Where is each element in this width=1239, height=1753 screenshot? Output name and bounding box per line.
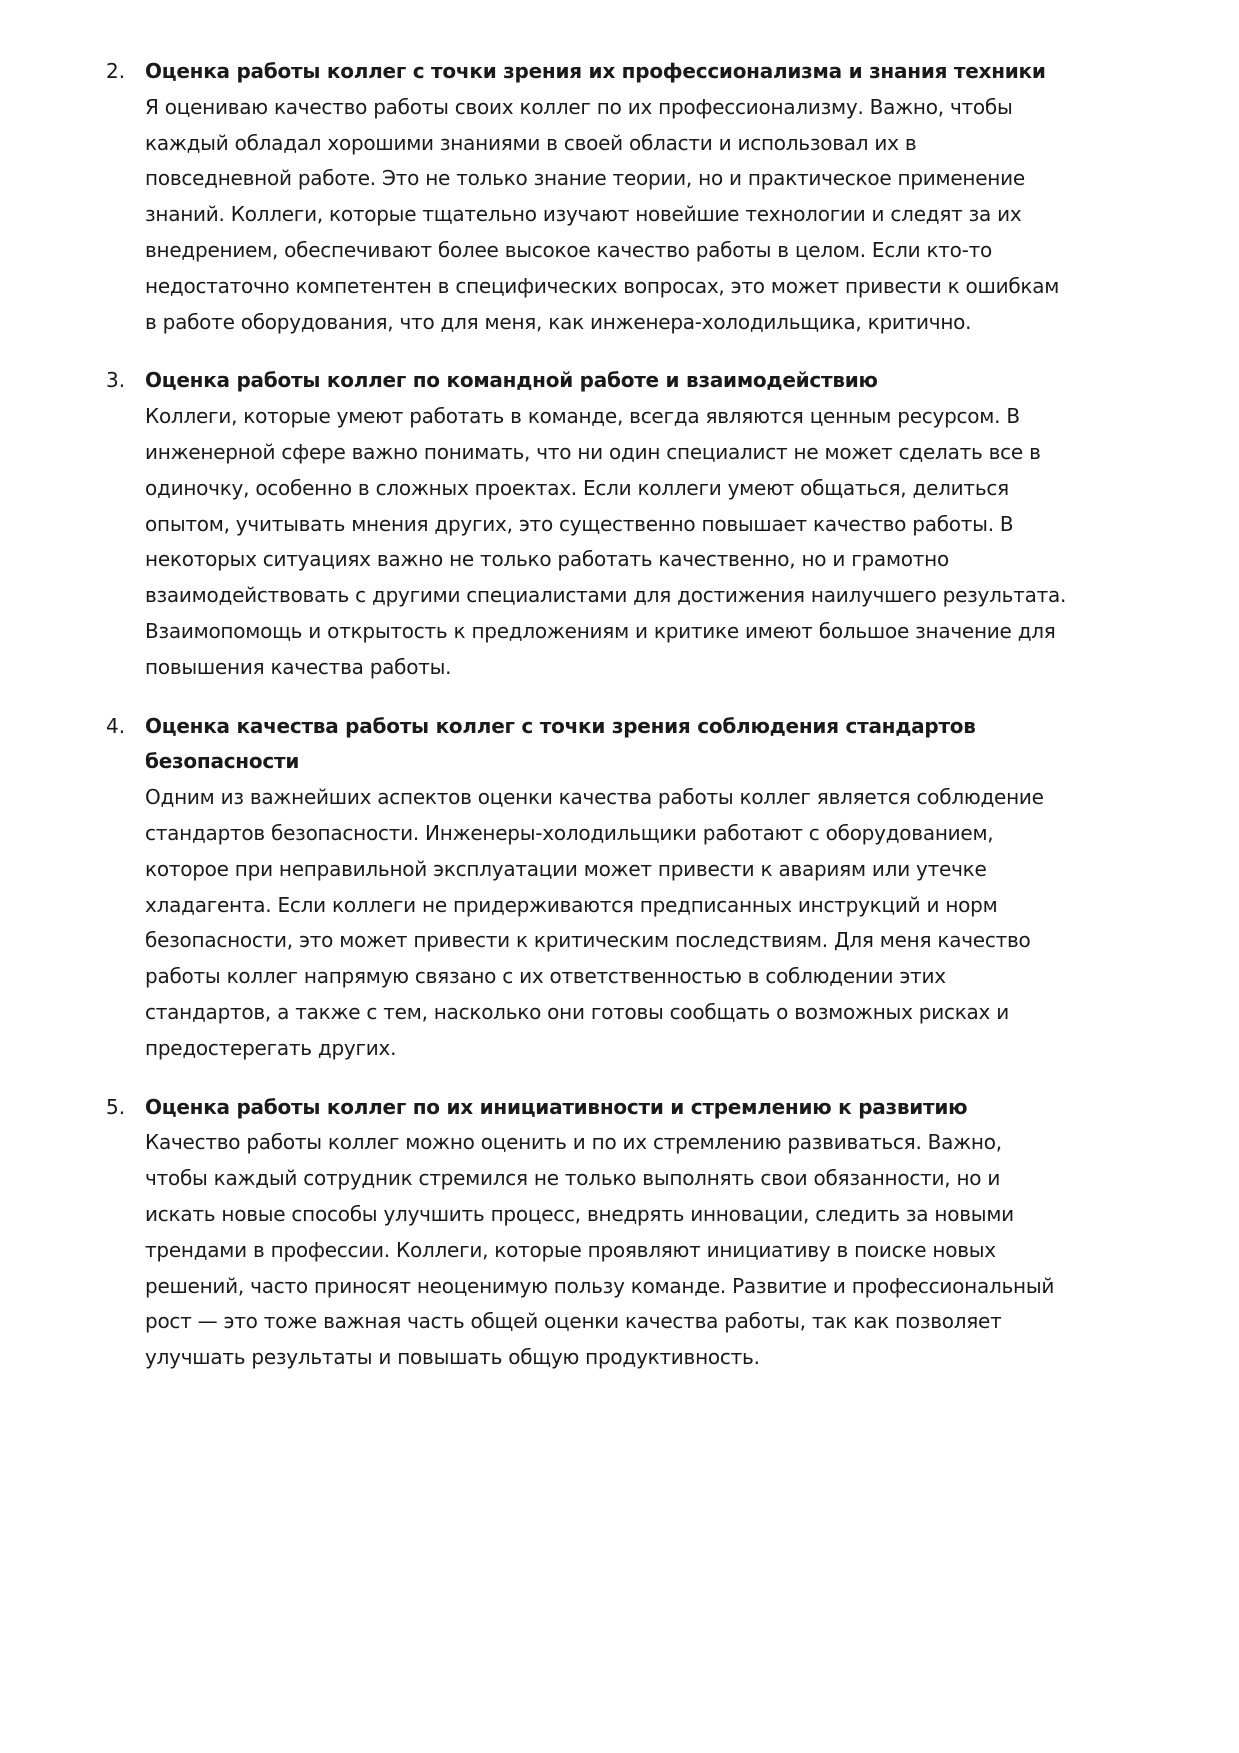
list-number: 2. (106, 59, 126, 83)
list-item (0, 1090, 1239, 1376)
item-heading: Оценка работы коллег с точки зрения их профессионализма и знания техники (145, 59, 1046, 83)
paragraph-line: которое при неправильной эксплуатации может привести к авариям или утечке (145, 856, 987, 881)
paragraph-line: хладагента. Если коллеги не придерживаются предписанных инструкций и норм (145, 892, 998, 917)
paragraph-line: улучшать результаты и повышать общую продуктивность. (145, 1345, 760, 1370)
list-number: 3. (106, 368, 126, 393)
paragraph-line: недостаточно компетентен в специфических вопросах, это может привести к ошибкам (145, 273, 1060, 298)
paragraph-line: Одним из важнейших аспектов оценки качества работы коллег является соблюдение (145, 785, 1044, 810)
paragraph-line: стандартов, а также с тем, насколько они готовы сообщать о возможных рисках и (145, 999, 1009, 1024)
paragraph-line: работы коллег напрямую связано с их ответственностью в соблюдении этих (145, 964, 946, 989)
paragraph-line: знаний. Коллеги, которые тщательно изучают новейшие технологии и следят за их (145, 202, 1022, 227)
item-heading: Оценка работы коллег по их инициативности и стремлению к развитию (145, 1094, 968, 1119)
paragraph-line: одиночку, особенно в сложных проектах. Если коллеги умеют общаться, делиться (145, 475, 1009, 500)
list-item (0, 54, 1239, 340)
list-item (0, 709, 1239, 1067)
paragraph-line: безопасности, это может привести к критическим последствиям. Для меня качество (145, 928, 1031, 953)
paragraph-line: Качество работы коллег можно оценить и по их стремлению развиваться. Важно, (145, 1130, 1002, 1155)
item-heading: безопасности (145, 749, 300, 774)
paragraph-line: каждый обладал хорошими знаниями в своей области и использовал их в (145, 130, 917, 155)
paragraph-line: Взаимопомощь и открытость к предложениям и критике имеют большое значение для (145, 618, 1056, 643)
paragraph-line: Коллеги, которые умеют работать в команде, всегда являются ценным ресурсом. В (145, 404, 1020, 429)
paragraph-line: повышения качества работы. (145, 654, 452, 679)
paragraph-line: инженерной сфере важно понимать, что ни один специалист не может сделать все в (145, 439, 1041, 464)
list-number: 5. (106, 1094, 126, 1119)
paragraph-line: в работе оборудования, что для меня, как инженера-холодильщика, критично. (145, 309, 972, 334)
paragraph-line: решений, часто приносят неоценимую пользу команде. Развитие и профессиональный (145, 1273, 1055, 1298)
paragraph-line: взаимодействовать с другими специалистами для достижения наилучшего результата. (145, 583, 1067, 608)
paragraph-line: рост — это тоже важная часть общей оценки качества работы, так как позволяет (145, 1309, 1002, 1334)
item-heading: Оценка качества работы коллег с точки зрения соблюдения стандартов (145, 713, 976, 738)
paragraph-line: внедрением, обеспечивают более высокое качество работы в целом. Если кто-то (145, 237, 993, 262)
paragraph-line: предостерегать других. (145, 1035, 397, 1060)
item-heading: Оценка работы коллег по командной работе и взаимодействию (145, 368, 878, 393)
document-body (0, 54, 1239, 1399)
paragraph-line: искать новые способы улучшить процесс, внедрять инновации, следить за новыми (145, 1201, 1014, 1226)
paragraph-line: некоторых ситуациях важно не только работать качественно, но и грамотно (145, 547, 949, 572)
paragraph-line: стандартов безопасности. Инженеры-холодильщики работают с оборудованием, (145, 820, 994, 845)
paragraph-line: повседневной работе. Это не только знание теории, но и практическое применение (145, 166, 1025, 191)
paragraph-line: трендами в профессии. Коллеги, которые проявляют инициативу в поиске новых (145, 1237, 996, 1262)
paragraph-line: Я оцениваю качество работы своих коллег по их профессионализму. Важно, чтобы (145, 94, 1013, 119)
list-number: 4. (106, 713, 126, 738)
list-item (0, 363, 1239, 685)
paragraph-line: опытом, учитывать мнения других, это существенно повышает качество работы. В (145, 511, 1014, 536)
paragraph-line: чтобы каждый сотрудник стремился не только выполнять свои обязанности, но и (145, 1166, 1001, 1191)
